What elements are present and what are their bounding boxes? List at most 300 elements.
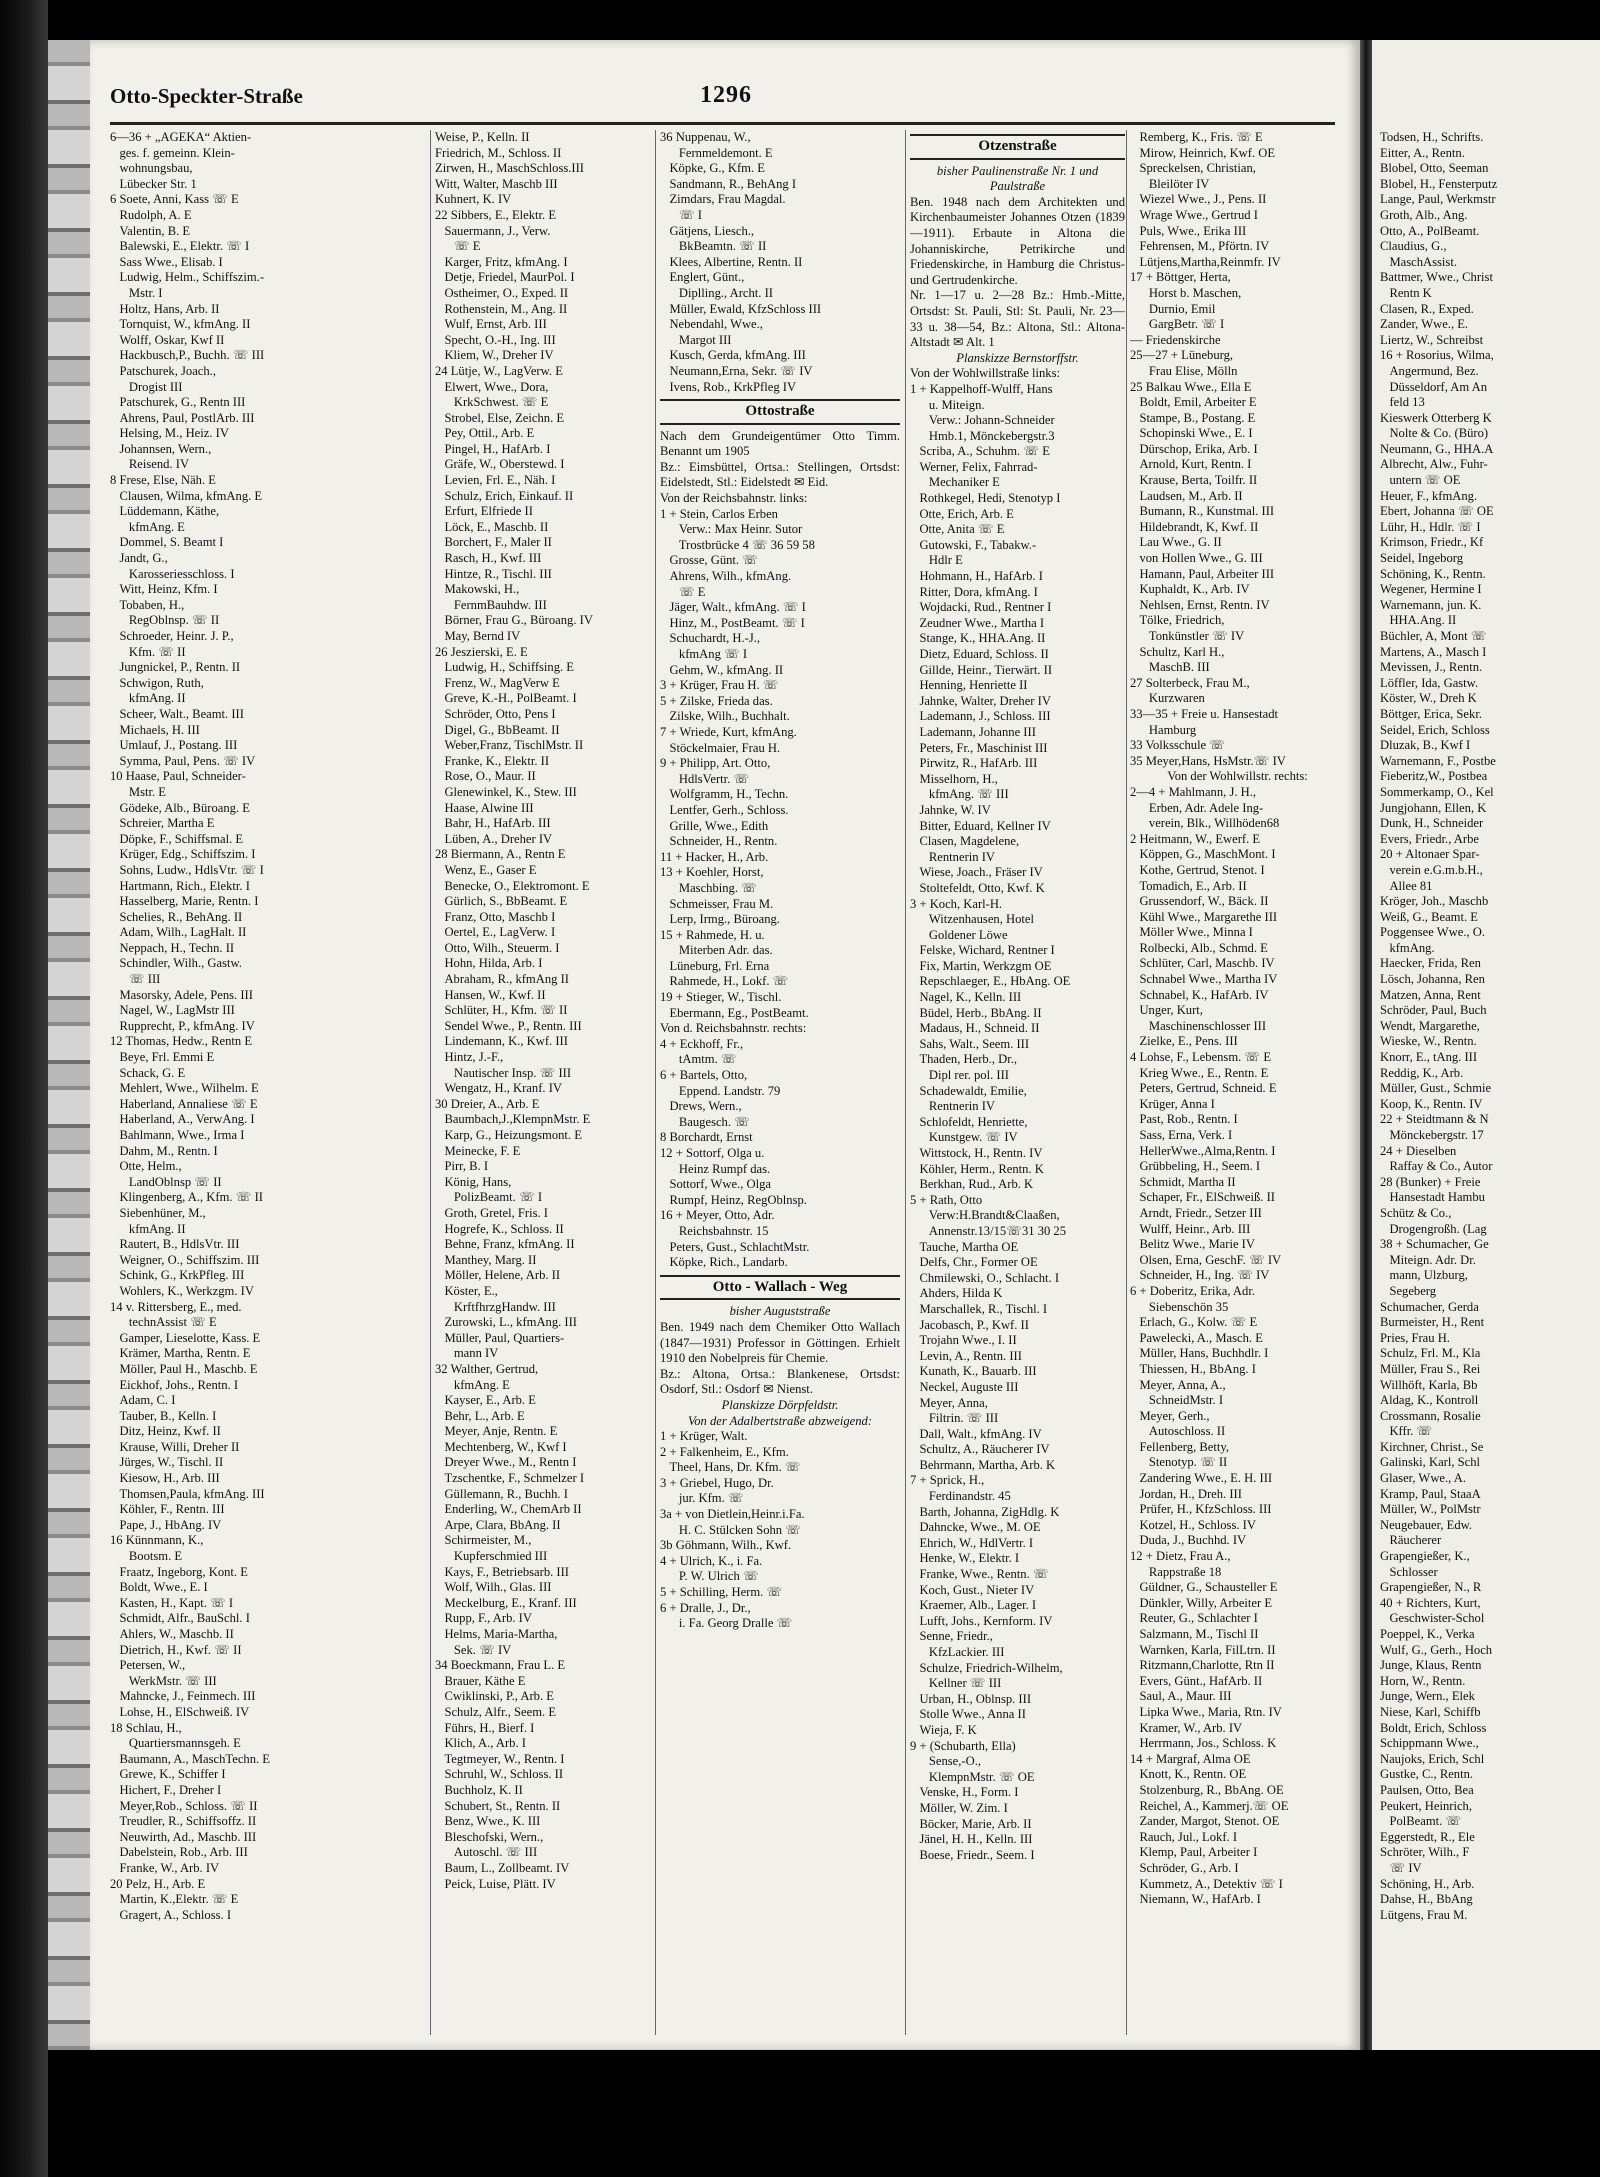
list-item: Gutowski, F., Tabakw.- xyxy=(910,537,1037,552)
list-item: Kothe, Gertrud, Stenot. I xyxy=(1130,862,1265,877)
list-item: Köppen, G., MaschMont. I xyxy=(1130,847,1276,862)
list-item: Meyer,Rob., Schloss. ☏ II xyxy=(110,1798,258,1813)
list-item: Manthey, Marg. II xyxy=(435,1252,537,1267)
list-item: 33 Volksschule ☏ xyxy=(1130,738,1226,753)
list-item: Poggensee Wwe., O. xyxy=(1380,925,1486,940)
list-item: Detje, Friedel, MaurPol. I xyxy=(435,270,575,285)
list-item: feld 13 xyxy=(1380,395,1425,410)
list-item: WerkMstr. ☏ III xyxy=(110,1673,217,1688)
list-item: Otto, Wilh., Steuerm. I xyxy=(435,940,560,955)
street-heading-ottostrasse: Ottostraße xyxy=(660,399,900,425)
list-item: Lademann, J., Schloss. III xyxy=(910,709,1051,724)
list-item: Dommel, S. Beamt I xyxy=(110,535,224,550)
list-item: Stange, K., HHA.Ang. II xyxy=(910,631,1046,646)
list-item: Poeppel, K., Verka xyxy=(1380,1627,1475,1641)
list-item: Wenz, E., Gaser E xyxy=(435,862,537,877)
list-item: Horn, W., Rentn. xyxy=(1380,1673,1466,1688)
list-item: 12 + Sottorf, Olga u. xyxy=(660,1146,765,1160)
list-item: Crossmann, Rosalie xyxy=(1380,1408,1481,1423)
street-direction: Von der Wohlwillstraße links: xyxy=(910,366,1060,381)
list-item: Jungjohann, Ellen, K xyxy=(1380,800,1487,815)
list-item: Schack, G. E xyxy=(110,1065,186,1080)
list-item: 14 v. Rittersberg, E., med. xyxy=(110,1299,242,1314)
list-item: Sohns, Ludw., HdlsVtr. ☏ I xyxy=(110,862,264,877)
list-item: Unger, Kurt, xyxy=(1130,1003,1203,1018)
list-item: Ahrens, Wilh., kfmAng. xyxy=(660,569,792,584)
list-item: Pape, J., HbAng. IV xyxy=(110,1517,222,1532)
list-item: Schultz, Karl H., xyxy=(1130,644,1225,659)
list-item: Boldt, Emil, Arbeiter E xyxy=(1130,395,1257,410)
list-item: Witt, Heinz, Kfm. I xyxy=(110,582,218,597)
list-item: Neugebauer, Edw. xyxy=(1380,1517,1473,1532)
list-item: Galinski, Karl, Schl xyxy=(1380,1455,1481,1470)
list-item: Tonkünstler ☏ IV xyxy=(1130,629,1245,643)
list-item: 13 + Koehler, Horst, xyxy=(660,865,764,880)
list-item: — Friedenskirche xyxy=(1130,332,1221,347)
list-item: Schink, G., KrkPfleg. III xyxy=(110,1268,245,1283)
list-item: Löck, E., Maschb. II xyxy=(435,519,549,534)
list-item: Willhöft, Karla, Bb xyxy=(1380,1377,1478,1392)
list-item: Haecker, Frida, Ren xyxy=(1380,956,1481,971)
list-item: 20 Pelz, H., Arb. E xyxy=(110,1876,206,1891)
list-item: Fix, Martin, Werkzgm OE xyxy=(910,958,1052,973)
list-item: Heuer, F., kfmAng. xyxy=(1380,488,1478,503)
list-item: Müller, Frau S., Rei xyxy=(1380,1361,1481,1376)
list-item: Krämer, Martha, Rentn. E xyxy=(110,1346,251,1361)
list-item: Krieg Wwe., E., Rentn. E xyxy=(1130,1065,1269,1080)
list-item: Gätjens, Liesch., xyxy=(660,223,755,238)
list-item: Fernmeldemont. E xyxy=(660,145,773,160)
list-item: Glaser, Wwe., A. xyxy=(1380,1471,1466,1486)
list-item: Segeberg xyxy=(1380,1283,1437,1298)
list-item: Rolbecki, Alb., Schmd. E xyxy=(1130,940,1268,955)
list-item: Karp, G., Heizungsmont. E xyxy=(435,1128,582,1142)
list-item: Müller, Ewald, KfzSchloss III xyxy=(660,301,822,316)
list-item: Otte, Erich, Arb. E xyxy=(910,506,1014,521)
list-item: Koop, K., Rentn. IV xyxy=(1380,1096,1483,1111)
list-item: Umlauf, J., Postang. III xyxy=(110,738,238,753)
list-item: Hinz, M., PostBeamt. ☏ I xyxy=(660,615,805,630)
list-item: Adam, Wilh., LagHalt. II xyxy=(110,925,247,940)
list-item: Warnemann, F., Postbe xyxy=(1380,753,1496,768)
list-item: 4 + Eckhoff, Fr., xyxy=(660,1036,744,1051)
list-item: Mevissen, J., Rentn. xyxy=(1380,660,1483,675)
list-item: Petersen, W., xyxy=(110,1658,186,1673)
list-item: Schmidt, Alfr., BauSchl. I xyxy=(110,1611,250,1626)
list-item: Borchert, F., Maler II xyxy=(435,535,552,550)
column-rule xyxy=(905,130,906,2035)
list-item: Hansen, W., Kwf. II xyxy=(435,987,546,1002)
list-item: Schnabel Wwe., Martha IV xyxy=(1130,972,1278,987)
list-item: Thaden, Herb., Dr., xyxy=(910,1052,1018,1067)
list-item: Greve, K.-H., PolBeamt. I xyxy=(435,691,577,706)
list-item: kfmAng. II xyxy=(110,1221,186,1236)
list-item: Jungnickel, P., Rentn. II xyxy=(110,660,241,675)
list-item: Cwiklinski, P., Arb. E xyxy=(435,1689,554,1704)
list-item: Knorr, E., tAng. III xyxy=(1380,1050,1478,1065)
list-item: 6 + Dralle, J., Dr., xyxy=(660,1600,751,1615)
list-item: Madaus, H., Schneid. II xyxy=(910,1021,1040,1036)
list-item: Bahr, H., HafArb. III xyxy=(435,816,551,831)
list-item: kfmAng. xyxy=(1380,940,1435,955)
list-item: May, Bernd IV xyxy=(435,629,521,643)
list-item: Mönckebergstr. 17 xyxy=(1380,1128,1484,1142)
list-item: Dreyer Wwe., M., Rentn I xyxy=(435,1455,577,1470)
list-item: Wolff, Oskar, Kwf II xyxy=(110,332,225,347)
list-item: 28 (Bunker) + Freie xyxy=(1380,1174,1481,1189)
list-item: 2 Heitmann, W., Ewerf. E xyxy=(1130,831,1261,846)
list-item: Durnio, Emil xyxy=(1130,301,1216,316)
list-item: Mirow, Heinrich, Kwf. OE xyxy=(1130,145,1276,160)
list-item: GargBetr. ☏ I xyxy=(1130,317,1225,332)
list-item: Möller, Helene, Arb. II xyxy=(435,1268,561,1283)
page-header xyxy=(110,78,1330,118)
list-item: Bootsm. E xyxy=(110,1549,183,1564)
list-item: 5 + Rath, Otto xyxy=(910,1192,983,1207)
list-item: Peters, Gust., SchlachtMstr. xyxy=(660,1239,810,1254)
list-item: Peters, Gertrud, Schneid. E xyxy=(1130,1081,1277,1096)
list-item: Neppach, H., Techn. II xyxy=(110,940,235,955)
street-direction: Von der Adalbertstraße abzweigend: xyxy=(687,1413,873,1428)
list-item: 3 + Griebel, Hugo, Dr. xyxy=(660,1475,774,1490)
list-item: 27 Solterbeck, Frau M., xyxy=(1130,675,1250,690)
list-item: Gürlich, S., BbBeamt. E xyxy=(435,894,568,909)
list-item: Rasch, H., Kwf. III xyxy=(435,551,542,566)
list-item: Warnemann, jun. K. xyxy=(1380,597,1482,612)
list-item: Hmb.1, Mönckebergstr.3 xyxy=(910,428,1055,443)
list-item: Hohmann, H., HafArb. I xyxy=(910,569,1043,584)
list-item: Ehrich, W., HdlVertr. I xyxy=(910,1535,1034,1550)
list-item: Kraemer, Alb., Lager. I xyxy=(910,1598,1037,1613)
list-item: Sauermann, J., Verw. xyxy=(435,223,551,238)
list-item: Nebendahl, Wwe., xyxy=(660,317,763,332)
list-item: Drogist III xyxy=(110,379,183,394)
list-item: Marschallek, R., Tischl. I xyxy=(910,1301,1048,1316)
list-item: Klemp, Paul, Arbeiter I xyxy=(1130,1845,1258,1860)
list-item: 4 Lohse, F., Lebensm. ☏ E xyxy=(1130,1050,1272,1065)
list-item: Lipka Wwe., Maria, Rtn. IV xyxy=(1130,1704,1282,1719)
list-item: Patschurek, G., Rentn III xyxy=(110,395,246,410)
list-item: Peters, Fr., Maschinist III xyxy=(910,740,1048,755)
list-item: Margot III xyxy=(660,332,732,347)
list-item: Tobaben, H., xyxy=(110,597,185,612)
list-item: Mstr. I xyxy=(110,285,163,300)
list-item: Wittstock, H., Rentn. IV xyxy=(910,1146,1043,1160)
list-item: Büdel, Herb., BbAng. II xyxy=(910,1005,1042,1020)
list-item: Wohlers, K., Werkzgm. IV xyxy=(110,1283,254,1298)
list-item: Eppend. Landstr. 79 xyxy=(660,1083,781,1098)
list-item: Kunstgew. ☏ IV xyxy=(910,1130,1018,1145)
ottostrasse-right-entries xyxy=(660,1037,900,1271)
list-item: Meyer, Anje, Rentn. E xyxy=(435,1424,558,1439)
list-item: Stoltefeldt, Otto, Kwf. K xyxy=(910,880,1045,895)
list-item: Verw.: Max Heinr. Sutor xyxy=(660,522,803,537)
street-direction: Von der Reichsbahnstr. links: xyxy=(660,491,808,506)
list-item: Zander, Margot, Stenot. OE xyxy=(1130,1814,1280,1829)
column-rule xyxy=(655,130,656,2035)
list-item: Schulz, Frl. M., Kla xyxy=(1380,1346,1481,1361)
list-item: P. W. Ulrich ☏ xyxy=(660,1569,759,1584)
list-item: Krüger, Edg., Schiffszim. I xyxy=(110,847,256,862)
list-item: Lau Wwe., G. II xyxy=(1130,535,1222,550)
list-item: Grewe, K., Schiffer I xyxy=(110,1767,226,1782)
list-item: Strobel, Else, Zeichn. E xyxy=(435,410,565,425)
list-item: 32 Walther, Gertrud, xyxy=(435,1361,539,1376)
page-gutter xyxy=(1360,40,1372,2050)
list-item: Grapengießer, N., R xyxy=(1380,1580,1482,1595)
list-item: Angermund, Bez. xyxy=(1380,363,1479,378)
list-item: Jürges, W., Tischl. II xyxy=(110,1455,224,1470)
column-5 xyxy=(1130,130,1345,2030)
list-item: Böttger, Erica, Sekr. xyxy=(1380,706,1482,721)
list-item: Senne, Friedr., xyxy=(910,1629,993,1644)
list-item: Köster, E., xyxy=(435,1283,498,1298)
list-item: Pirwitz, R., HafArb. III xyxy=(910,756,1038,771)
column-rule xyxy=(1126,130,1127,2035)
list-item: Aldag, K., Kontroll xyxy=(1380,1393,1479,1408)
list-item: Kliem, W., Dreher IV xyxy=(435,348,554,363)
list-item: PolBeamt. ☏ xyxy=(1380,1814,1462,1829)
list-item: Franke, W., Arb. IV xyxy=(110,1860,220,1875)
list-item: Spreckelsen, Christian, xyxy=(1130,161,1256,176)
list-item: Grapengießer, K., xyxy=(1380,1549,1470,1564)
list-item: Wojdacki, Rud., Rentner I xyxy=(910,600,1052,615)
list-item: Wolfgramm, H., Techn. xyxy=(660,787,789,802)
list-item: Nolte & Co. (Büro) xyxy=(1380,426,1489,441)
list-item: Trostbrücke 4 ☏ 36 59 58 xyxy=(660,537,815,552)
list-item: 34 Boeckmann, Frau L. E xyxy=(435,1658,566,1673)
list-item: Niese, Karl, Schiffb xyxy=(1380,1704,1481,1719)
list-item: Kayser, E., Arb. E xyxy=(435,1393,536,1408)
otto-wallach-weg-entries xyxy=(660,1429,900,1632)
list-item: Martin, K.,Elektr. ☏ E xyxy=(110,1892,239,1907)
list-item: 35 Meyer,Hans, HsMstr.☏ IV xyxy=(1130,753,1286,768)
page-number: 1296 xyxy=(700,82,752,108)
list-item: Schulze, Friedrich-Wilhelm, xyxy=(910,1660,1063,1675)
list-item: BkBeamtn. ☏ II xyxy=(660,239,767,254)
list-item: Seidel, Erich, Schloss xyxy=(1380,722,1490,737)
list-item: 5 + Schilling, Herm. ☏ xyxy=(660,1585,783,1600)
list-item: Hartmann, Rich., Elektr. I xyxy=(110,878,250,893)
list-item: Meinecke, F. E xyxy=(435,1143,521,1158)
list-item: Friedrich, M., Schloss. II xyxy=(435,145,562,160)
list-item: Pey, Ottil., Arb. E xyxy=(435,426,535,441)
list-item: Misselhorn, H., xyxy=(910,771,998,786)
list-item: mann IV xyxy=(435,1346,499,1361)
list-item: Zander, Wwe., E. xyxy=(1380,317,1469,332)
list-item: Lütgens, Frau M. xyxy=(1380,1907,1468,1922)
list-item: 1 + Krüger, Walt. xyxy=(660,1429,748,1444)
list-item: Sendel Wwe., P., Rentn. III xyxy=(435,1018,582,1033)
ottostrasse-left-entries xyxy=(660,507,900,1022)
column-rule xyxy=(430,130,431,2035)
list-item: Karger, Fritz, kfmAng. I xyxy=(435,254,568,269)
list-item: Maschinenschlosser III xyxy=(1130,1018,1267,1033)
list-item: Schirmeister, M., xyxy=(435,1533,532,1548)
list-item: Schröder, Otto, Pens I xyxy=(435,706,556,721)
list-item: Schwigon, Ruth, xyxy=(110,675,204,690)
column-2 xyxy=(435,130,650,2030)
list-item: Geschwister-Schol xyxy=(1380,1611,1485,1626)
list-item: Kurzwaren xyxy=(1130,691,1205,706)
list-item: Lüben, A., Dreher IV xyxy=(435,831,553,846)
list-item: Neuwirth, Ad., Maschb. III xyxy=(110,1829,257,1844)
list-item: Clausen, Wilma, kfmAng. E xyxy=(110,488,263,503)
list-item: Hackbusch,P., Buchh. ☏ III xyxy=(110,348,265,363)
list-item: Groth, Gretel, Fris. I xyxy=(435,1205,548,1220)
list-item: RegOblnsp. ☏ II xyxy=(110,613,220,628)
list-item: u. Miteign. xyxy=(910,397,985,412)
list-item: kfmAng. E xyxy=(435,1377,510,1392)
list-item: Helms, Maria-Martha, xyxy=(435,1627,558,1641)
list-item: Ebert, Johanna ☏ OE xyxy=(1380,504,1494,519)
list-item: Kunath, K., Bauarb. III xyxy=(910,1364,1037,1379)
list-item: Schaper, Fr., ElSchweiß. II xyxy=(1130,1190,1275,1205)
list-item: Olsen, Erna, GeschF. ☏ IV xyxy=(1130,1252,1282,1267)
list-item: 40 + Richters, Kurt, xyxy=(1380,1595,1481,1610)
list-item: Rudolph, A. E xyxy=(110,207,192,222)
list-item: Albrecht, Alw., Fuhr- xyxy=(1380,457,1488,472)
list-item: Johannsen, Wern., xyxy=(110,441,212,456)
street-heading-otzenstrasse: Otzenstraße xyxy=(910,134,1125,160)
list-item: Otte, Anita ☏ E xyxy=(910,522,1005,537)
list-item: Krause, Willi, Dreher II xyxy=(110,1439,240,1454)
list-item: 14 + Margraf, Alma OE xyxy=(1130,1751,1251,1766)
list-item: Urban, H., Oblnsp. III xyxy=(910,1691,1032,1706)
list-item: Schlüter, H., Kfm. ☏ II xyxy=(435,1003,568,1018)
list-item: tAmtm. ☏ xyxy=(660,1052,737,1067)
list-item: Ostheimer, O., Exped. II xyxy=(435,285,569,300)
list-item: Wieja, F. K xyxy=(910,1722,977,1737)
list-item: Arnold, Kurt, Rentn. I xyxy=(1130,457,1252,472)
list-item: Behr, L., Arb. E xyxy=(435,1408,525,1423)
list-item: Glenewinkel, K., Stew. III xyxy=(435,784,577,799)
list-item: Schlosser xyxy=(1380,1564,1438,1579)
list-item: Möller, W. Zim. I xyxy=(910,1800,1008,1815)
list-item: Wrage Wwe., Gertrud I xyxy=(1130,207,1258,222)
list-item: KfzLackier. III xyxy=(910,1645,1005,1659)
list-item: Zurowski, L., kfmAng. III xyxy=(435,1315,578,1330)
list-item: Wiese, Joach., Fräser IV xyxy=(910,865,1043,880)
list-item: Fellenberg, Betty, xyxy=(1130,1439,1229,1454)
list-item: 3b Göhmann, Wilh., Kwf. xyxy=(660,1538,792,1553)
list-item: Oertel, E., LagVerw. I xyxy=(435,925,556,940)
street-previous-name: bisher Paulinenstraße Nr. 1 und Paulstraße xyxy=(936,163,1099,194)
list-item: Tomadich, E., Arb. II xyxy=(1130,878,1247,893)
list-item: Dluzak, B., Kwf I xyxy=(1380,738,1471,753)
list-item: Venske, H., Form. I xyxy=(910,1785,1019,1800)
list-item: 4 + Ulrich, K., i. Fa. xyxy=(660,1553,763,1568)
list-item: Ritzmann,Charlotte, Rtn II xyxy=(1130,1658,1275,1673)
list-item: Patschurek, Joach., xyxy=(110,363,216,378)
list-item: Laudsen, M., Arb. II xyxy=(1130,488,1243,503)
list-item: 24 Lütje, W., LagVerw. E xyxy=(435,363,563,378)
list-item: Mstr. E xyxy=(110,784,166,799)
list-item: Tauche, Martha OE xyxy=(910,1239,1019,1254)
list-item: Köhler, F., Rentn. III xyxy=(110,1502,225,1517)
list-item: Hasselberg, Marie, Rentn. I xyxy=(110,894,259,909)
list-item: Wengatz, H., Kranf. IV xyxy=(435,1081,562,1096)
list-item: Maschbing. ☏ xyxy=(660,880,757,895)
list-item: Rautert, B., HdlsVtr. III xyxy=(110,1237,240,1252)
list-item: HHA.Ang. II xyxy=(1380,613,1457,628)
list-item: Schneider, H., Rentn. xyxy=(660,834,778,849)
list-item: Wulf, Ernst, Arb. III xyxy=(435,317,547,332)
list-item: Helsing, M., Heiz. IV xyxy=(110,426,229,441)
list-item: Güllemann, R., Buchh. I xyxy=(435,1486,568,1501)
list-item: 26 Jeszierski, E. E xyxy=(435,644,528,659)
list-item: Klees, Albertine, Rentn. II xyxy=(660,254,803,269)
list-item: Rose, O., Maur. II xyxy=(435,769,536,784)
list-item: Bitter, Eduard, Kellner IV xyxy=(910,818,1051,833)
list-item: Schuchardt, H.-J., xyxy=(660,631,761,646)
list-item: Adam, C. I xyxy=(110,1393,176,1408)
list-item: Rentnerin IV xyxy=(910,1099,995,1114)
list-item: 20 + Altonaer Spar- xyxy=(1380,847,1480,862)
list-item: Peukert, Heinrich, xyxy=(1380,1798,1472,1813)
list-item: Schlüter, Carl, Maschb. IV xyxy=(1130,956,1275,971)
list-item: Witt, Walter, Maschb III xyxy=(435,176,558,191)
list-item: Stampe, B., Postang. E xyxy=(1130,410,1256,425)
list-item: wohnungsbau, xyxy=(110,161,193,176)
list-item: 38 + Schumacher, Ge xyxy=(1380,1237,1489,1252)
list-item: Benecke, O., Elektromont. E xyxy=(435,878,590,893)
list-item: Frau Elise, Mölln xyxy=(1130,363,1238,378)
list-item: Reichel, A., Kammerj.☏ OE xyxy=(1130,1798,1289,1813)
list-item: Ahlers, W., Maschb. II xyxy=(110,1627,234,1641)
list-item: Wiezel Wwe., J., Pens. II xyxy=(1130,192,1267,207)
list-item: Hohn, Hilda, Arb. I xyxy=(435,956,543,971)
list-item: Kirchner, Christ., Se xyxy=(1380,1439,1484,1454)
list-item: Lange, Paul, Werkmstr xyxy=(1380,192,1496,207)
street-plan-sketch: Planskizze Bernstorffstr. xyxy=(956,350,1079,365)
list-item: Schöning, K., Rentn. xyxy=(1380,566,1486,581)
list-item: Erlach, G., Kolw. ☏ E xyxy=(1130,1315,1258,1330)
list-item: 12 + Dietz, Frau A., xyxy=(1130,1549,1231,1564)
list-item: Siebenschön 35 xyxy=(1130,1299,1229,1314)
list-item: 6 + Bartels, Otto, xyxy=(660,1068,748,1083)
list-item: Köster, W., Dreh K xyxy=(1380,691,1477,706)
list-item: Rahmede, H., Lokf. ☏ xyxy=(660,974,789,989)
list-item: SchneidMstr. I xyxy=(1130,1393,1224,1408)
list-item: kfmAng. E xyxy=(110,519,185,534)
list-item: Schulz, Alfr., Seem. E xyxy=(435,1704,557,1719)
list-item: Trojahn Wwe., I. II xyxy=(910,1333,1017,1348)
list-item: Kotzel, H., Schloss. IV xyxy=(1130,1517,1256,1532)
list-item: Fraatz, Ingeborg, Kont. E xyxy=(110,1564,248,1579)
list-item: 6—36 + „AGEKA“ Aktien- xyxy=(110,130,252,144)
list-item: Kummetz, A., Detektiv ☏ I xyxy=(1130,1876,1283,1891)
list-item: Buchholz, K. II xyxy=(435,1782,523,1797)
list-item: Sek. ☏ IV xyxy=(435,1642,512,1657)
list-item: Dall, Walt., kfmAng. IV xyxy=(910,1426,1042,1441)
list-item: Schmeisser, Frau M. xyxy=(660,896,774,911)
list-item: Witzenhausen, Hotel xyxy=(910,912,1034,927)
list-item: Kffr. ☏ xyxy=(1380,1424,1433,1439)
list-item: Thomsen,Paula, kfmAng. III xyxy=(110,1486,265,1501)
list-item: Baugesch. ☏ xyxy=(660,1114,750,1129)
list-item: Hamann, Paul, Arbeiter III xyxy=(1130,566,1275,581)
list-item: HellerWwe.,Alma,Rentn. I xyxy=(1130,1143,1276,1158)
list-item: Zimdars, Frau Magdal. xyxy=(660,192,786,207)
list-item: Kröger, Joh., Maschb xyxy=(1380,894,1489,909)
list-item: 30 Dreier, A., Arb. E xyxy=(435,1096,540,1111)
list-item: Schumacher, Gerda xyxy=(1380,1299,1479,1314)
list-item: Clasen, R., Exped. xyxy=(1380,301,1474,316)
list-item: ☏ E xyxy=(660,584,706,599)
list-item: Sahs, Walt., Seem. III xyxy=(910,1036,1030,1051)
list-item: Schroeder, Heinr. J. P., xyxy=(110,629,234,643)
